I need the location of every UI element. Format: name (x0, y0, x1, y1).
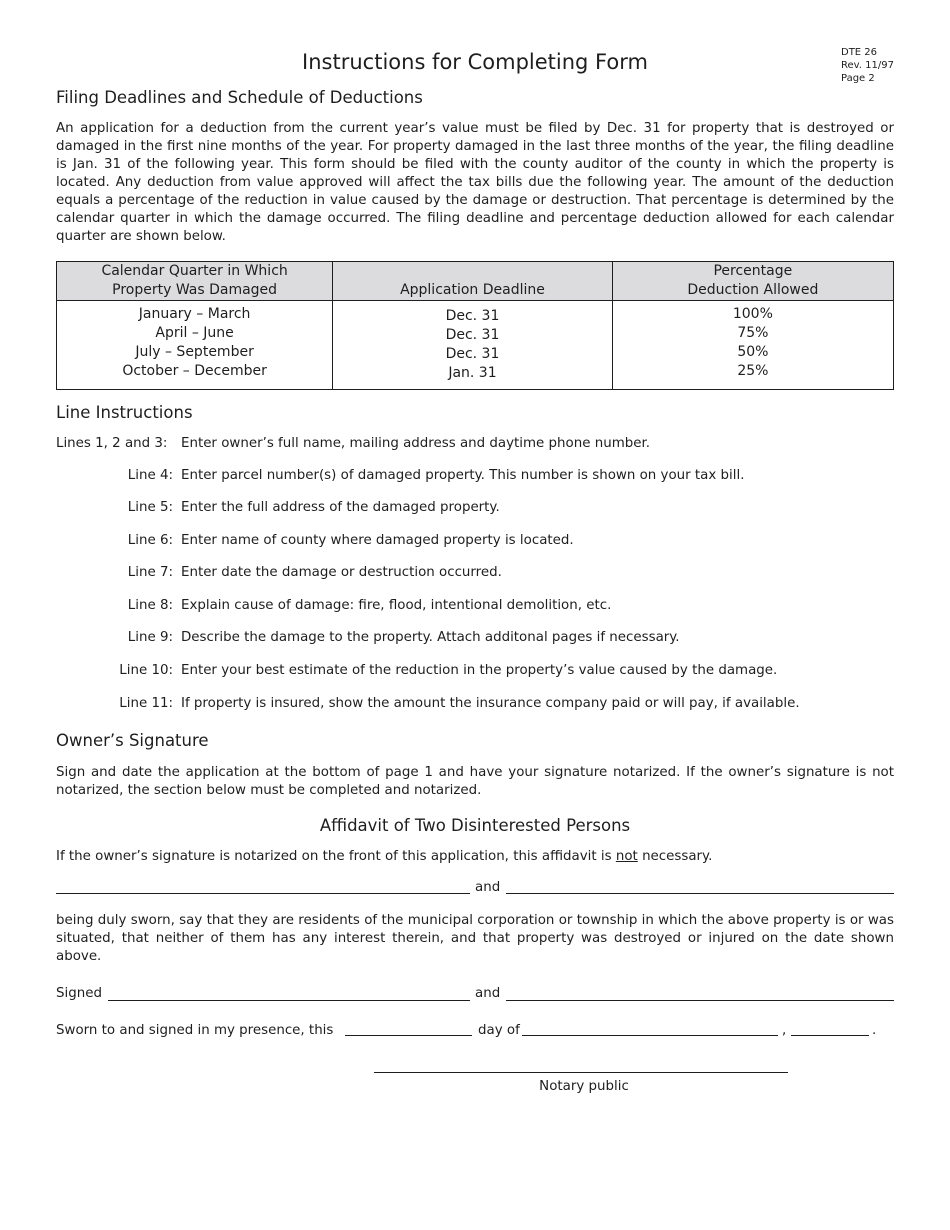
list-item (56, 436, 894, 456)
sworn-paragraph: being duly sworn, say that they are residents of the municipal corporation or township in which the above property is or was situated, that neither of them has any interest therein, and that property was destroyed or injured on the date shown above. (56, 913, 894, 964)
day-of-label: day of (478, 1023, 520, 1038)
page-number: Page 2 (841, 73, 875, 84)
header-deadline-label: Application Deadline (400, 282, 545, 298)
header-percent (612, 262, 893, 301)
line-label: Line 6: (127, 533, 173, 548)
period-label: . (872, 1023, 877, 1038)
month-field[interactable] (522, 1035, 778, 1036)
header-quarter (57, 262, 333, 301)
filing-paragraph: An application for a deduction from the current year’s value must be filed by Dec. 31 for property that is destroyed or damaged in the first nine months of the year. For property damaged in the last three months of the year, the filing deadline is Jan. 31 of the following year. This form should be filed with the county auditor of the county in which the property is located. Any deduction from value approved will affect the tax bills due the following year. The amount of the deduction equals a percentage of the reduction in value caused by the damage or destruction. That percentage is determined by the calendar quarter in which the damage occurred. The filing deadline and percentage deduction allowed for each calendar quarter are shown below. (56, 121, 894, 244)
form-id: DTE 26 (841, 47, 878, 58)
percent-value: 75% (737, 325, 769, 341)
deadline-value: Dec. 31 (445, 308, 500, 324)
and-label: and (475, 880, 501, 895)
quarter-value: July – September (135, 344, 254, 360)
second-signature-field[interactable] (506, 1000, 894, 1001)
deadline-value: Dec. 31 (445, 327, 500, 343)
notary-signature-field[interactable] (374, 1072, 788, 1073)
line-text: Enter name of county where damaged property is located. (181, 533, 574, 548)
percent-value: 50% (737, 344, 769, 360)
quarter-value: October – December (122, 363, 267, 379)
signed-label: Signed (56, 986, 102, 1001)
line-text: Enter your best estimate of the reduction in the property’s value caused by the damage. (181, 663, 778, 678)
list-item (56, 598, 894, 618)
year-field[interactable] (791, 1035, 869, 1036)
first-person-name-field[interactable] (56, 893, 470, 894)
notary-label: Notary public (539, 1079, 629, 1094)
list-item (56, 696, 894, 716)
line-text: Enter parcel number(s) of damaged property. This number is shown on your tax bill. (181, 468, 745, 483)
table-header-row (57, 262, 894, 301)
line-text: Enter date the damage or destruction occurred. (181, 565, 502, 580)
list-item (56, 663, 894, 683)
comma-label: , (782, 1023, 787, 1038)
line-text: Enter owner’s full name, mailing address and daytime phone number. (181, 436, 651, 451)
owner-signature-paragraph: Sign and date the application at the bottom of page 1 and have your signature notarized. If the owner’s signature is not notarized, the section below must be completed and notarized. (56, 765, 894, 798)
line-text: If property is insured, show the amount the insurance company paid or will pay, if available. (181, 696, 800, 711)
line-text: Explain cause of damage: fire, flood, intentional demolition, etc. (181, 598, 612, 613)
day-field[interactable] (345, 1035, 472, 1036)
signed-and-label: and (475, 986, 501, 1001)
line-label: Line 10: (119, 663, 173, 678)
affidavit-heading: Affidavit of Two Disinterested Persons (319, 816, 631, 835)
line-label: Line 4: (127, 468, 173, 483)
line-instructions-heading: Line Instructions (56, 403, 193, 422)
list-item (56, 565, 894, 585)
affidavit-note-end: necessary. (642, 849, 713, 864)
second-person-name-field[interactable] (506, 893, 894, 894)
deadline-value: Dec. 31 (445, 346, 500, 362)
line-label: Line 9: (127, 630, 173, 645)
line-label: Line 5: (127, 500, 173, 515)
filing-heading: Filing Deadlines and Schedule of Deductions (56, 88, 423, 107)
affidavit-note-emphasis: not (615, 849, 638, 864)
percent-value: 25% (737, 363, 769, 379)
line-label: Line 11: (119, 696, 173, 711)
line-label: Line 8: (127, 598, 173, 613)
form-revision: Rev. 11/97 (841, 60, 894, 71)
line-text: Enter the full address of the damaged property. (181, 500, 500, 515)
list-item (56, 533, 894, 553)
table-row (57, 301, 894, 390)
deadline-value: Jan. 31 (448, 365, 497, 381)
percent-value: 100% (732, 306, 773, 322)
list-item (56, 630, 894, 650)
owner-signature-heading: Owner’s Signature (56, 731, 209, 750)
header-percent-line-1: Percentage (713, 263, 793, 279)
sworn-label: Sworn to and signed in my presence, this (56, 1023, 334, 1038)
affidavit-note-text: If the owner’s signature is notarized on the front of this application, this affidavit is (56, 849, 612, 864)
quarter-value: April – June (155, 325, 234, 341)
header-percent-line-2: Deduction Allowed (687, 282, 819, 298)
list-item (56, 468, 894, 488)
header-deadline (333, 262, 613, 301)
page-title: Instructions for Completing Form (302, 50, 648, 74)
deadline-cell (333, 301, 613, 390)
header-quarter-line-1: Calendar Quarter in Which (101, 263, 288, 279)
header-quarter-line-2: Property Was Damaged (112, 282, 278, 298)
first-signature-field[interactable] (108, 1000, 470, 1001)
line-text: Describe the damage to the property. Attach additonal pages if necessary. (181, 630, 680, 645)
quarter-cell (57, 301, 333, 390)
line-label: Lines 1, 2 and 3: (56, 436, 168, 451)
list-item (56, 500, 894, 520)
affidavit-note (56, 849, 712, 864)
deduction-schedule-table (56, 261, 894, 390)
line-label: Line 7: (127, 565, 173, 580)
quarter-value: January – March (138, 306, 251, 322)
percent-cell (612, 301, 893, 390)
